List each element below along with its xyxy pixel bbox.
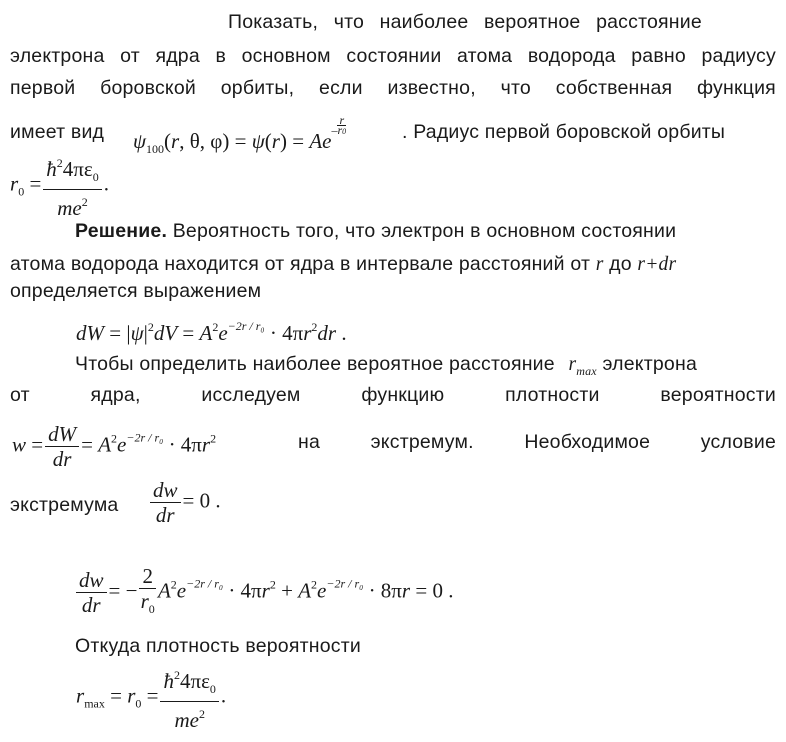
word: исследуем (201, 384, 301, 406)
word: экстремум. (370, 431, 474, 453)
problem-line-4-suffix: . Радиус первой боровской орбиты (402, 121, 726, 143)
solution-line-3: определяется выражением (10, 280, 262, 302)
word: состоянии (346, 45, 442, 67)
word: если (319, 77, 363, 99)
word: до (609, 253, 632, 275)
word: от (120, 45, 140, 67)
result-formula: $r_{max} = r_0$ = $\frac{ħ^24\pi\varepsilon_0}{me^2}$ . (76, 664, 226, 731)
word: атома (457, 45, 513, 67)
word: известно, (387, 77, 476, 99)
solution-line-2 (10, 252, 676, 277)
para2-line-4: экстремума (10, 494, 119, 516)
word: плотности (505, 384, 600, 406)
word: основном (241, 45, 331, 67)
word: вероятности (660, 384, 776, 406)
para2-line-1 (75, 352, 697, 383)
word: электрона (602, 353, 697, 375)
para2-line-3 (298, 430, 776, 454)
word: в (215, 45, 227, 67)
word: ядра, (90, 384, 141, 406)
word: боровской (100, 77, 196, 99)
problem-line-4-prefix: имеет вид (10, 121, 105, 143)
word: Необходимое (524, 431, 651, 453)
solution-line-2-text: атома водорода находится от ядра в интервале расстояний от (10, 253, 591, 275)
word: на (298, 431, 321, 453)
problem-line-1 (228, 10, 776, 34)
derivative-formula: $\frac{dw}{dr}$ = − $\frac{2}{r_0}$ $A^2e^{-2r / r_0} \cdot 4\pi r^2 + A^2e^{-2r / r_0} \cdot 8\pi r = 0$ . (74, 565, 453, 620)
para2-line-1-text: Чтобы определить наиболее вероятное расстояние (75, 353, 555, 375)
w-formula: w = $\frac{dW}{dr}$ = $A^2e^{-2r / r_0} \cdot 4\pi r^2$ (12, 422, 217, 471)
wavefunction-formula: $\psi_{100}(r$, θ, φ) = ψ(r) = Ae– $\frac{r}{r0}$ (133, 113, 347, 156)
solution-line-1-text: Вероятность того, что электрон в основном состоянии (172, 220, 677, 242)
var-rmax: $r_{max}$ (568, 354, 597, 378)
word: орбиты, (220, 77, 295, 99)
word: от (10, 384, 30, 406)
word: условие (700, 431, 776, 453)
word: функция (697, 77, 776, 99)
word: равно (631, 45, 686, 67)
problem-line-2 (10, 44, 776, 68)
word: функцию (361, 384, 445, 406)
var-rdr: r+dr (637, 254, 677, 275)
var-r: r (595, 254, 604, 275)
extremum-condition: $\frac{dw}{dr}$ = 0 . (148, 479, 221, 526)
word: радиусу (701, 45, 776, 67)
word: электрона (10, 45, 105, 67)
word: ядра (155, 45, 200, 67)
problem-line-1-text: Показать, что наиболее вероятное расстояние (228, 11, 702, 33)
para2-line-2 (10, 383, 776, 407)
bohr-radius-formula: $r_0$ = $\frac{ħ^24\pi\varepsilon_0}{me^2}$ . (10, 152, 109, 219)
word: что (500, 77, 531, 99)
conclusion-line: Откуда плотность вероятности (75, 635, 361, 657)
word: водорода (527, 45, 616, 67)
solution-heading: Решение. (75, 220, 168, 242)
solution-line-1 (75, 219, 676, 243)
word: собственная (555, 77, 673, 99)
word: первой (10, 77, 76, 99)
problem-line-3 (10, 76, 776, 100)
dw-formula: dW = $|\psi|^2dV = A^2e^{-2r / r_0} \cdot 4\pi r^2dr$ . (76, 319, 347, 345)
